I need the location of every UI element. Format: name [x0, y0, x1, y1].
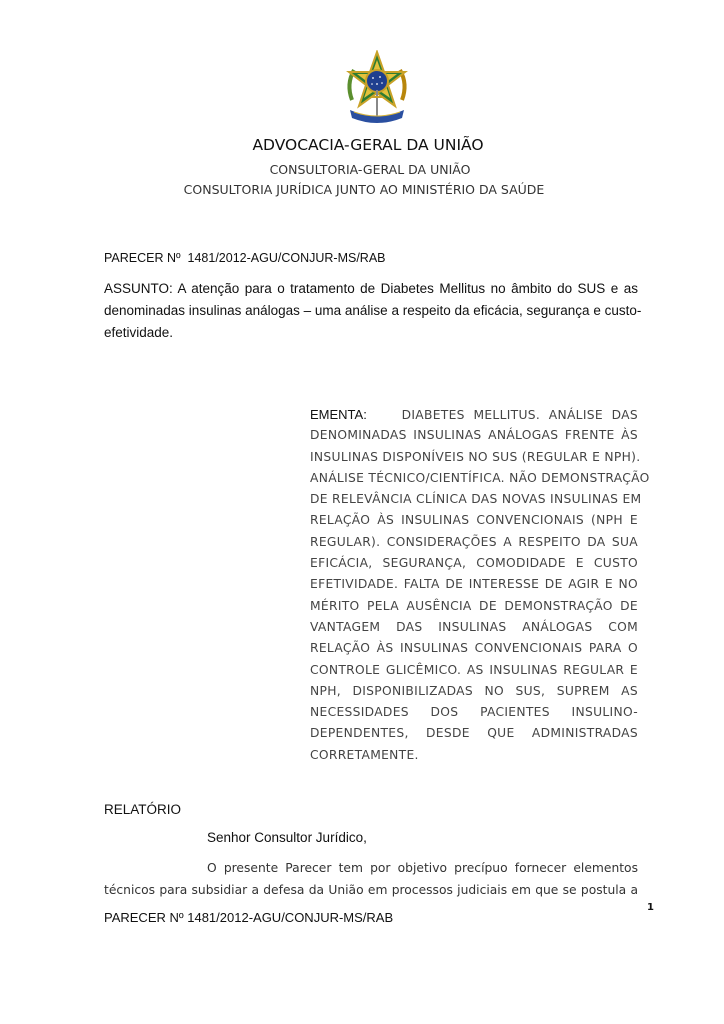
ementa-line: EFETIVIDADE. FALTA DE INTERESSE DE AGIR E NO [310, 577, 638, 592]
ementa-block [310, 404, 650, 766]
parecer-number: PARECER Nº 1481/2012-AGU/CONJUR-MS/RAB [104, 251, 386, 265]
ementa-line: MÉRITO PELA AUSÊNCIA DE DEMONSTRAÇÃO DE [310, 598, 638, 613]
assunto-block [104, 278, 642, 344]
footer-parecer-number: PARECER Nº 1481/2012-AGU/CONJUR-MS/RAB [104, 910, 394, 925]
assunto-line: ASSUNTO: A atenção para o tratamento de Diabetes Mellitus no âmbito do SUS e as [104, 281, 638, 296]
ementa-first-line [310, 404, 638, 425]
brazil-coat-of-arms-icon [342, 50, 412, 128]
ementa-line: DEPENDENTES, DESDE QUE ADMINISTRADAS [310, 726, 638, 741]
ementa-label: EMENTA: [310, 407, 367, 422]
header-subtitle-consultoria-geral: CONSULTORIA-GERAL DA UNIÃO [269, 162, 471, 177]
ementa-line: DE RELEVÂNCIA CLÍNICA DAS NOVAS INSULINAS EM [310, 492, 642, 507]
page-number: 1 [647, 902, 654, 913]
header-title: ADVOCACIA-GERAL DA UNIÃO [252, 136, 484, 154]
assunto-line: denominadas insulinas análogas – uma análise a respeito da eficácia, segurança e custo- [104, 303, 642, 318]
ementa-line: RELAÇÃO ÀS INSULINAS CONVENCIONAIS PARA O [310, 641, 638, 656]
ementa-line: REGULAR). CONSIDERAÇÕES A RESPEITO DA SUA [310, 534, 638, 549]
ementa-first-line-text: DIABETES MELLITUS. ANÁLISE DAS [401, 408, 638, 422]
assunto-line: efetividade. [104, 325, 174, 340]
ementa-line: NECESSIDADES DOS PACIENTES INSULINO- [310, 705, 638, 720]
body-line: técnicos para subsidiar a defesa da União em processos judiciais em que se postula a [104, 883, 638, 897]
salutation: Senhor Consultor Jurídico, [207, 830, 367, 845]
ementa-line: ANÁLISE TÉCNICO/CIENTÍFICA. NÃO DEMONSTRAÇÃO [310, 470, 650, 485]
body-line: O presente Parecer tem por objetivo precípuo fornecer elementos [207, 861, 638, 875]
relatorio-body [104, 857, 638, 901]
ementa-line: CORRETAMENTE. [310, 747, 419, 762]
ementa-line: INSULINAS DISPONÍVEIS NO SUS (REGULAR E NPH). [310, 449, 641, 464]
ementa-line: DENOMINADAS INSULINAS ANÁLOGAS FRENTE ÀS [310, 428, 638, 443]
ementa-line: NPH, DISPONIBILIZADAS NO SUS, SUPREM AS [310, 683, 638, 698]
ementa-line: CONTROLE GLICÊMICO. AS INSULINAS REGULAR E [310, 662, 638, 677]
ementa-line: EFICÁCIA, SEGURANÇA, COMODIDADE E CUSTO [310, 556, 638, 571]
header-subtitle-consultoria-juridica: CONSULTORIA JURÍDICA JUNTO AO MINISTÉRIO DA SAÚDE [183, 182, 545, 197]
relatorio-heading: RELATÓRIO [104, 802, 182, 817]
ementa-line: RELAÇÃO ÀS INSULINAS CONVENCIONAIS (NPH E [310, 513, 638, 528]
ementa-line: VANTAGEM DAS INSULINAS ANÁLOGAS COM [310, 619, 638, 634]
